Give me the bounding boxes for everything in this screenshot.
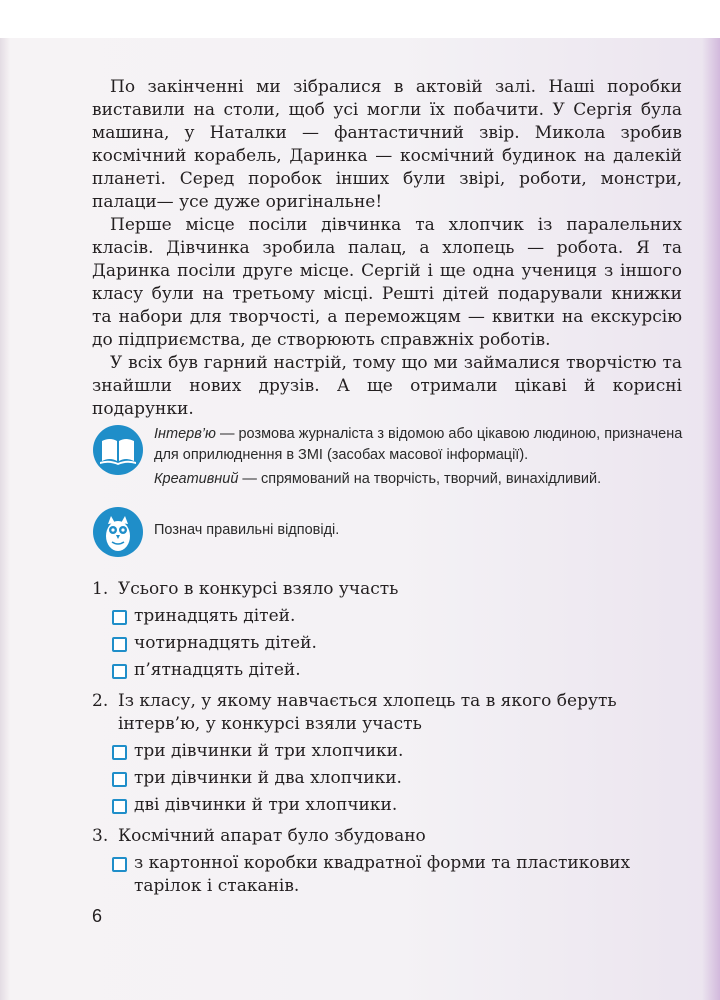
question-number: 1. xyxy=(92,579,109,599)
paragraph: По закінченні ми зібралися в актовій залі. Наші поробки виставили на столи, щоб усі могли їх побачити. У Сергія була машина, у Наталки — фантастичний звір. Микола зробив космічний корабель, Даринка — космічний будинок на далекій планеті. Серед поробок інших були звірі, роботи, монстри, палаци— усе дуже оригінальне! xyxy=(92,77,682,212)
page-left-edge xyxy=(0,38,10,1000)
question-line xyxy=(92,825,692,848)
question-line xyxy=(92,690,692,736)
story-text xyxy=(92,76,682,421)
questions-list xyxy=(92,578,692,906)
checkbox-icon[interactable] xyxy=(112,857,127,872)
checkbox-icon[interactable] xyxy=(112,745,127,760)
question xyxy=(92,578,692,682)
checkbox-icon[interactable] xyxy=(112,610,127,625)
question-number: 2. xyxy=(92,691,109,711)
definition-text: — розмова журналіста з відомою або цікавою людиною, призначена для оприлюднення в ЗМІ (засобах масової інформації). xyxy=(154,426,683,463)
option-text: з картонної коробки квадратної форми та пластикових тарілок і стаканів. xyxy=(134,853,631,896)
definitions-box xyxy=(92,424,692,494)
option-text: чотирнадцять дітей. xyxy=(134,633,317,653)
answer-option[interactable] xyxy=(92,852,692,898)
definition xyxy=(154,424,684,466)
page-right-edge xyxy=(702,38,720,1000)
answer-option[interactable] xyxy=(92,659,692,682)
definition-term: Інтерв’ю xyxy=(154,426,216,442)
definition-term: Креативний xyxy=(154,471,239,487)
question xyxy=(92,690,692,817)
question-text: Усього в конкурсі взяло участь xyxy=(118,579,399,599)
paragraph: Перше місце посіли дівчинка та хлопчик із паралельних класів. Дівчинка зробила палац, а хлопець — робота. Я та Даринка посіли друге місце. Сергій і ще одна учениця з іншого класу були на третьому місці. Решті дітей подарували книжки та набори для творчості, а переможцям — квитки на екскурсію до підприємства, де створюють справжніх роботів. xyxy=(92,215,682,350)
answer-option[interactable] xyxy=(92,605,692,628)
option-text: три дівчинки й три хлопчики. xyxy=(134,741,404,761)
question-text: Космічний апарат було збудовано xyxy=(118,826,426,846)
paragraph: У всіх був гарний настрій, тому що ми займалися творчістю та знайшли нових друзів. А ще отримали цікаві й корисні подарунки. xyxy=(92,353,682,419)
definitions-text xyxy=(154,424,684,493)
answer-option[interactable] xyxy=(92,767,692,790)
answer-option[interactable] xyxy=(92,632,692,655)
answer-option[interactable] xyxy=(92,794,692,817)
task-text: Познач правильні відповіді. xyxy=(154,522,340,538)
checkbox-icon[interactable] xyxy=(112,637,127,652)
option-text: дві дівчинки й три хлопчики. xyxy=(134,795,398,815)
question-number: 3. xyxy=(92,826,109,846)
definition-text: — спрямований на творчість, творчий, винахідливий. xyxy=(238,471,602,487)
option-text: тринадцять дітей. xyxy=(134,606,296,626)
question xyxy=(92,825,692,898)
question-line xyxy=(92,578,692,601)
checkbox-icon[interactable] xyxy=(112,664,127,679)
owl-icon xyxy=(92,506,144,558)
question-text: Із класу, у якому навчається хлопець та в якого беруть інтерв’ю, у конкурсі взяли участь xyxy=(118,691,617,734)
option-text: три дівчинки й два хлопчики. xyxy=(134,768,402,788)
definition xyxy=(154,469,684,490)
answer-option[interactable] xyxy=(92,740,692,763)
open-book-icon xyxy=(92,424,144,476)
option-text: п’ятнадцять дітей. xyxy=(134,660,301,680)
page-number: 6 xyxy=(92,906,103,926)
top-margin xyxy=(0,0,720,38)
task-instruction xyxy=(92,506,652,558)
checkbox-icon[interactable] xyxy=(112,772,127,787)
checkbox-icon[interactable] xyxy=(112,799,127,814)
